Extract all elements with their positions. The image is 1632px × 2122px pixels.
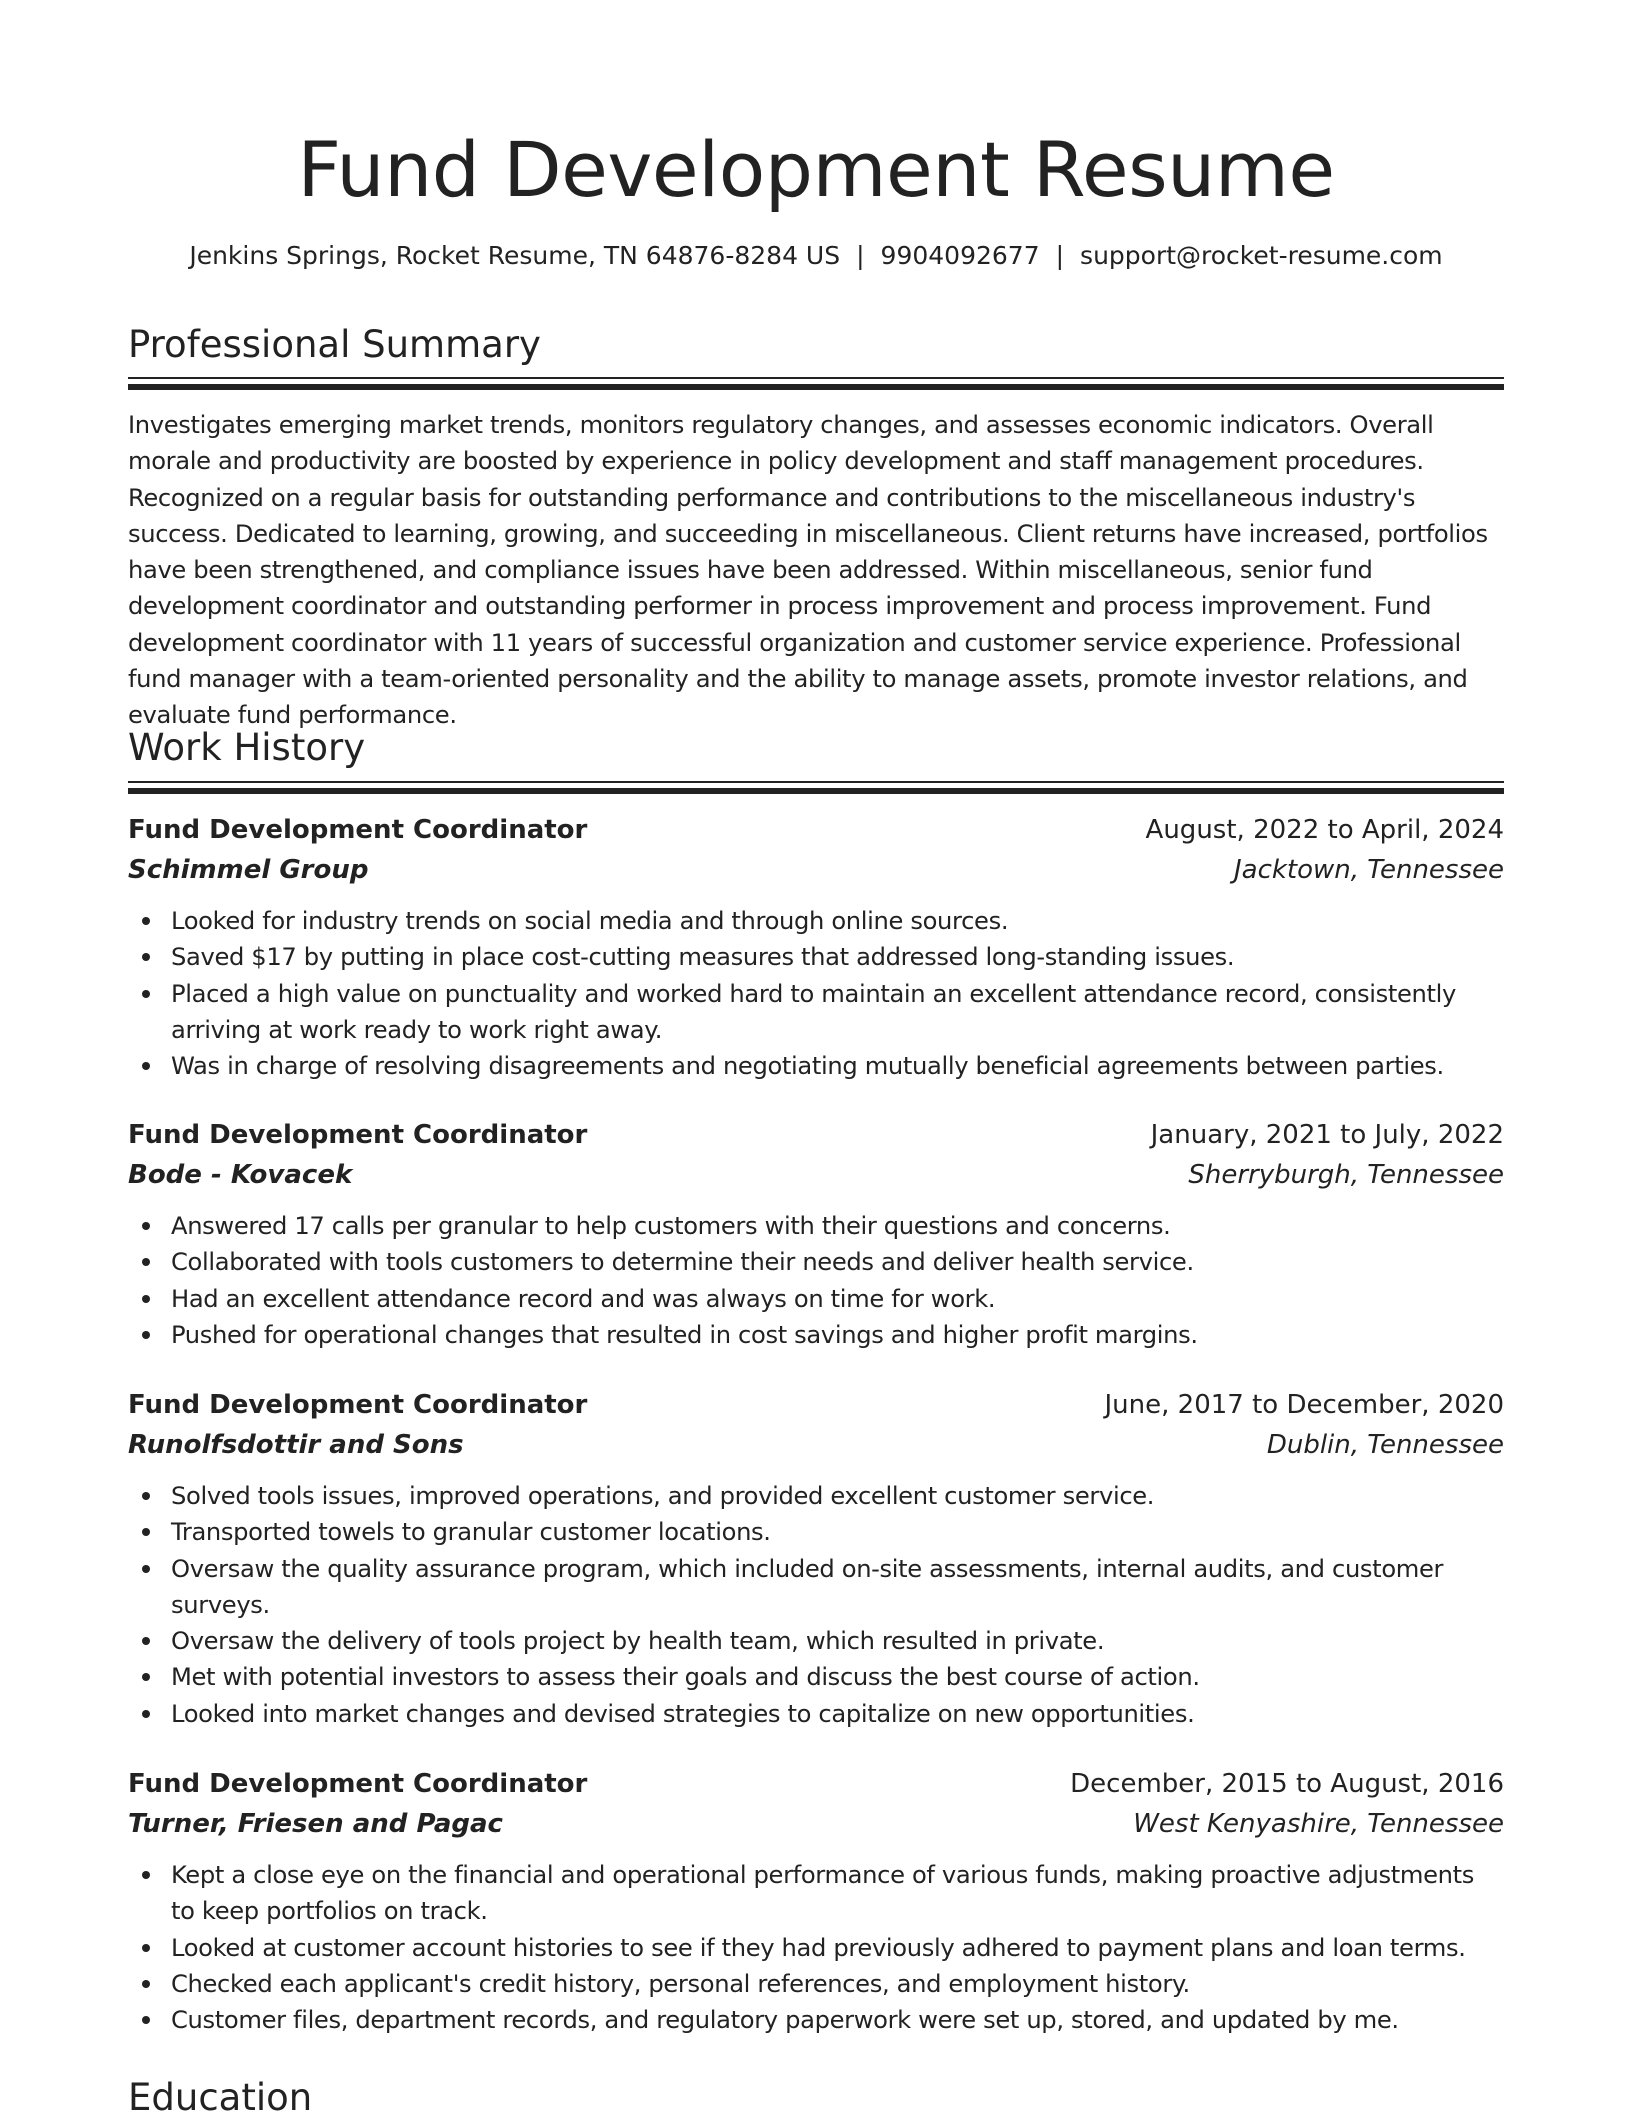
bullet-icon	[142, 917, 150, 925]
bullet-item	[128, 1930, 1504, 1966]
bullet-text: Kept a close eye on the financial and operational performance of various funds, making proactive adjustments to keep portfolios on track.	[171, 1861, 1474, 1926]
bullet-item	[128, 939, 1504, 975]
bullet-item	[128, 1208, 1504, 1244]
resume-title: Fund Development Resume	[297, 125, 1335, 214]
bullet-item	[128, 1244, 1504, 1280]
bullet-icon	[142, 1673, 150, 1681]
bullet-text: Transported towels to granular customer locations.	[171, 1518, 771, 1547]
job-company: Runolfsdottir and Sons	[128, 1430, 464, 1460]
bullet-icon	[142, 1565, 150, 1573]
bullet-item	[128, 1696, 1504, 1732]
bullet-icon	[142, 1222, 150, 1230]
job-dates: June, 2017 to December, 2020	[1104, 1390, 1504, 1420]
bullet-icon	[142, 1637, 150, 1645]
bullet-icon	[142, 1295, 150, 1303]
section-divider	[128, 377, 1504, 390]
job-bullets	[128, 1857, 1504, 2038]
bullet-text: Collaborated with tools customers to determine their needs and deliver health service.	[171, 1248, 1194, 1277]
section-heading-summary: Professional Summary	[128, 323, 541, 366]
contact-phone: 9904092677	[880, 241, 1040, 270]
job-entry	[128, 1115, 1504, 1353]
job-location: Jacktown, Tennessee	[1233, 855, 1504, 885]
job-entry	[128, 1385, 1504, 1732]
job-dates: December, 2015 to August, 2016	[1070, 1769, 1504, 1799]
bullet-item	[128, 2002, 1504, 2038]
contact-address: Jenkins Springs, Rocket Resume, TN 64876-8284 US	[189, 241, 841, 270]
job-dates: August, 2022 to April, 2024	[1145, 815, 1504, 845]
section-divider	[128, 781, 1504, 794]
section-heading-education: Education	[128, 2076, 313, 2119]
bullet-icon	[142, 953, 150, 961]
job-dates: January, 2021 to July, 2022	[1150, 1120, 1504, 1150]
job-title: Fund Development Coordinator	[128, 1120, 588, 1150]
bullet-item	[128, 1966, 1504, 2002]
bullet-text: Met with potential investors to assess their goals and discuss the best course of action.	[171, 1663, 1200, 1692]
contact-separator: |	[1055, 241, 1065, 270]
contact-email: support@rocket-resume.com	[1080, 241, 1443, 270]
bullet-text: Answered 17 calls per granular to help customers with their questions and concerns.	[171, 1212, 1171, 1240]
job-location: Dublin, Tennessee	[1266, 1430, 1504, 1460]
bullet-item	[128, 1317, 1504, 1353]
section-heading-work-history: Work History	[128, 726, 366, 769]
bullet-item	[128, 1281, 1504, 1317]
job-bullets	[128, 1478, 1504, 1732]
bullet-text: Checked each applicant's credit history, personal references, and employment history.	[171, 1969, 1190, 1998]
bullet-item	[128, 1857, 1504, 1930]
bullet-icon	[142, 1710, 150, 1718]
bullet-icon	[142, 1871, 150, 1879]
bullet-text: Had an excellent attendance record and was always on time for work.	[171, 1284, 996, 1313]
bullet-text: Looked into market changes and devised strategies to capitalize on new opportunities.	[171, 1699, 1195, 1728]
bullet-text: Solved tools issues, improved operations, and provided excellent customer service.	[171, 1482, 1155, 1510]
bullet-icon	[142, 1980, 150, 1988]
bullet-icon	[142, 2016, 150, 2024]
bullet-item	[128, 976, 1504, 1049]
bullet-icon	[142, 1944, 150, 1952]
bullet-text: Oversaw the quality assurance program, which included on-site assessments, internal audits, and customer surveys.	[171, 1554, 1444, 1619]
job-title: Fund Development Coordinator	[128, 1390, 588, 1420]
bullet-text: Looked at customer account histories to see if they had previously adhered to payment plans and loan terms.	[171, 1933, 1466, 1962]
contact-separator: |	[856, 241, 865, 270]
bullet-item	[128, 1048, 1504, 1084]
bullet-icon	[142, 1258, 150, 1266]
bullet-icon	[142, 1062, 150, 1070]
job-title: Fund Development Coordinator	[128, 1769, 588, 1799]
bullet-text: Oversaw the delivery of tools project by health team, which resulted in private.	[171, 1627, 1105, 1656]
bullet-item	[128, 1659, 1504, 1695]
bullet-item	[128, 1623, 1504, 1659]
bullet-icon	[142, 1492, 150, 1500]
bullet-text: Pushed for operational changes that resulted in cost savings and higher profit margins.	[171, 1320, 1198, 1349]
bullet-icon	[142, 1528, 150, 1536]
job-company: Bode - Kovacek	[128, 1160, 353, 1190]
bullet-text: Customer files, department records, and regulatory paperwork were set up, stored, and updated by me.	[171, 2006, 1399, 2035]
bullet-item	[128, 1514, 1504, 1550]
job-entry	[128, 1764, 1504, 2038]
job-title: Fund Development Coordinator	[128, 815, 588, 845]
contact-line	[128, 238, 1504, 274]
job-location: West Kenyashire, Tennessee	[1133, 1809, 1504, 1839]
job-company: Schimmel Group	[128, 855, 369, 885]
job-bullets	[128, 1208, 1504, 1353]
bullet-item	[128, 903, 1504, 939]
bullet-text: Was in charge of resolving disagreements and negotiating mutually beneficial agreements between parties.	[171, 1052, 1444, 1081]
bullet-item	[128, 1478, 1504, 1514]
bullet-icon	[142, 990, 150, 998]
job-location: Sherryburgh, Tennessee	[1188, 1160, 1504, 1190]
job-company: Turner, Friesen and Pagac	[128, 1809, 503, 1839]
bullet-text: Placed a high value on punctuality and worked hard to maintain an excellent attendance record, consistently arriving at work ready to work right away.	[171, 979, 1456, 1044]
bullet-text: Saved $17 by putting in place cost-cutting measures that addressed long-standing issues.	[171, 943, 1235, 972]
bullet-text: Looked for industry trends on social media and through online sources.	[171, 907, 1009, 935]
job-entry	[128, 810, 1504, 1084]
job-bullets	[128, 903, 1504, 1084]
bullet-icon	[142, 1331, 150, 1339]
bullet-item	[128, 1551, 1504, 1624]
summary-text: Investigates emerging market trends, monitors regulatory changes, and assesses economic indicators. Overall morale and productivity are boosted by experience in policy development and staff management procedures. Recognized on a regular basis for outstanding performance and contributions to the miscellaneous industry's success. Dedicated to learning, growing, and succeeding in miscellaneous. Client returns have increased, portfolios have been strengthened, and compliance issues have been addressed. Within miscellaneous, senior fund development coordinator and outstanding performer in process improvement and process improvement. Fund development coordinator with 11 years of successful organization and customer service experience. Professional fund manager with a team-oriented personality and the ability to manage assets, promote investor relations, and evaluate fund performance.	[128, 411, 1488, 730]
